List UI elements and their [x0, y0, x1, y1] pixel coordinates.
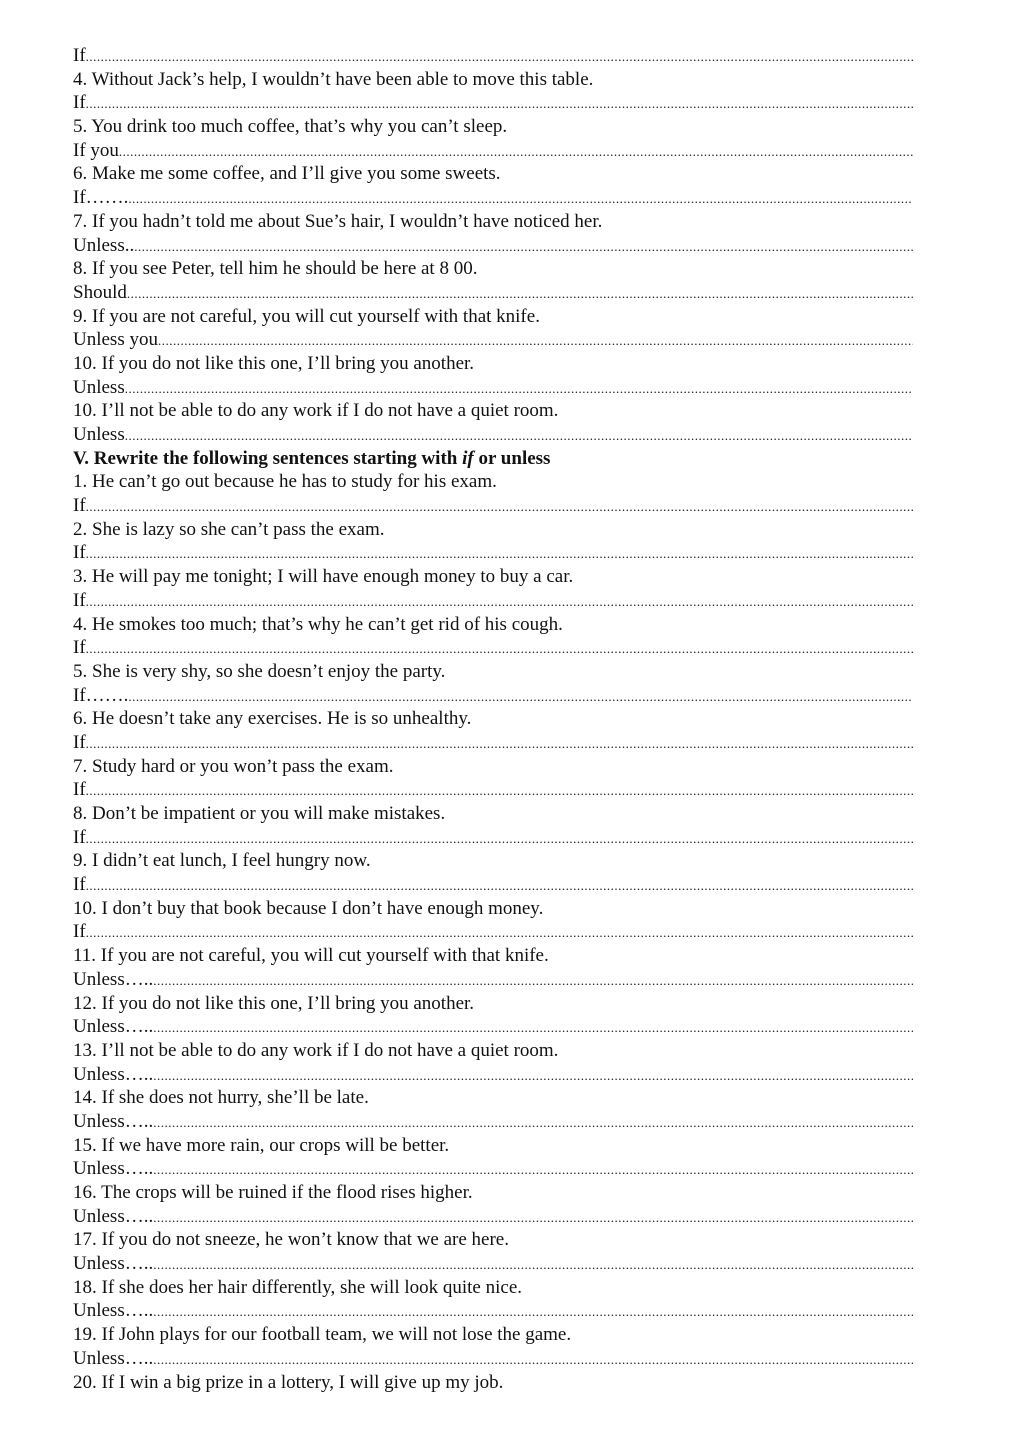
question: 12. If you do not like this one, I’ll bring you another.	[73, 992, 475, 1014]
answer-prefix: If	[73, 495, 86, 517]
answer-line	[73, 44, 913, 68]
question: 18. If she does her hair differently, she will look quite nice.	[73, 1276, 523, 1298]
question: 16. The crops will be ruined if the flood rises higher.	[73, 1182, 473, 1203]
answer-prefix: Should	[73, 281, 127, 303]
section-heading	[73, 447, 924, 471]
answer-line	[73, 1157, 913, 1181]
answer-prefix: Unless	[73, 424, 125, 445]
section-heading-pre: V. Rewrite the following sentences starting with	[73, 447, 463, 469]
answer-blank[interactable]	[128, 685, 913, 708]
question: 11. If you are not careful, you will cut yourself with that knife.	[73, 945, 549, 967]
answer-line	[73, 376, 913, 400]
answer-line	[73, 1063, 913, 1087]
answer-prefix: If…….	[73, 187, 129, 209]
question: 6. Make me some coffee, and I’ll give you some sweets.	[73, 163, 501, 185]
answer-blank[interactable]	[153, 1300, 913, 1323]
question: 8. Don’t be impatient or you will make mistakes.	[73, 803, 446, 824]
answer-prefix: If	[73, 731, 86, 753]
question: 17. If you do not sneeze, he won’t know that we are here.	[73, 1229, 509, 1251]
answer-blank[interactable]	[86, 542, 913, 565]
question: 10. I don’t buy that book because I don’t have enough money.	[73, 897, 544, 919]
answer-line	[73, 873, 913, 897]
answer-prefix: If you	[73, 139, 119, 161]
answer-prefix: Unless	[73, 376, 125, 398]
question: 3. He will pay me tonight; I will have enough money to buy a car.	[73, 566, 574, 588]
answer-prefix: If	[73, 542, 86, 564]
answer-line	[73, 1205, 913, 1229]
answer-prefix: Unless..	[73, 234, 135, 256]
answer-line	[73, 968, 913, 992]
question: 4. Without Jack’s help, I wouldn’t have been able to move this table.	[73, 68, 594, 90]
question: 5. She is very shy, so she doesn’t enjoy the party.	[73, 660, 446, 682]
answer-line	[73, 139, 913, 163]
question: 15. If we have more rain, our crops will be better.	[73, 1134, 450, 1156]
answer-blank[interactable]	[153, 1348, 913, 1371]
answer-line	[73, 826, 913, 850]
answer-prefix: If	[73, 92, 86, 114]
question: 19. If John plays for our football team, we will not lose the game.	[73, 1324, 572, 1346]
answer-prefix: Unless…..	[73, 1016, 154, 1038]
answer-prefix: Unless you	[73, 329, 158, 351]
question: 14. If she does not hurry, she’ll be late.	[73, 1087, 369, 1109]
answer-line	[73, 636, 913, 660]
answer-line	[73, 1299, 913, 1323]
answer-prefix: Unless…..	[73, 1300, 154, 1322]
answer-blank[interactable]	[153, 1253, 913, 1276]
answer-line	[73, 328, 913, 352]
question: 4. He smokes too much; that’s why he can’t get rid of his cough.	[73, 613, 563, 635]
answer-blank[interactable]	[86, 921, 913, 944]
answer-prefix: Unless…..	[73, 1158, 154, 1180]
answer-prefix: If…….	[73, 684, 129, 706]
answer-blank[interactable]	[86, 637, 913, 660]
answer-blank[interactable]	[86, 495, 913, 518]
answer-prefix: Unless…..	[73, 1063, 154, 1085]
question: 13. I’ll not be able to do any work if I do not have a quiet room.	[73, 1039, 559, 1061]
answer-blank[interactable]	[119, 140, 913, 163]
answer-prefix: Unless…..	[73, 1347, 154, 1369]
question: 8. If you see Peter, tell him he should be here at 8 00.	[73, 258, 478, 280]
answer-prefix: If	[73, 45, 86, 66]
question: 10. If you do not like this one, I’ll bring you another.	[73, 352, 475, 374]
answer-prefix: If	[73, 874, 86, 896]
answer-line	[73, 281, 913, 305]
question: 6. He doesn’t take any exercises. He is so unhealthy.	[73, 708, 472, 730]
answer-line	[73, 541, 913, 565]
answer-blank[interactable]	[86, 732, 913, 755]
answer-blank[interactable]	[127, 282, 913, 305]
section-heading-post: or unless	[473, 447, 551, 469]
answer-blank[interactable]	[86, 92, 913, 115]
answer-blank[interactable]	[158, 329, 913, 352]
answer-line	[73, 1347, 913, 1371]
answer-prefix: If	[73, 921, 86, 943]
question: 5. You drink too much coffee, that’s why you can’t sleep.	[73, 116, 508, 138]
question: 20. If I win a big prize in a lottery, I will give up my job.	[73, 1371, 504, 1393]
section-heading-if: if	[462, 447, 474, 469]
answer-prefix: If	[73, 826, 86, 848]
answer-line	[73, 1110, 913, 1134]
answer-blank[interactable]	[86, 779, 913, 802]
answer-line	[73, 731, 913, 755]
answer-blank[interactable]	[153, 1016, 913, 1039]
answer-line	[73, 1252, 913, 1276]
answer-blank[interactable]	[153, 1111, 913, 1134]
answer-blank[interactable]	[153, 1206, 913, 1229]
answer-blank[interactable]	[86, 45, 913, 68]
question: 7. Study hard or you won’t pass the exam.	[73, 755, 394, 777]
answer-prefix: Unless…..	[73, 968, 154, 990]
answer-prefix: If	[73, 779, 86, 801]
answer-blank[interactable]	[153, 1158, 913, 1181]
question: 10. I’ll not be able to do any work if I do not have a quiet room.	[73, 400, 559, 422]
answer-line	[73, 589, 913, 613]
answer-prefix: If	[73, 589, 86, 611]
answer-blank[interactable]	[86, 827, 913, 850]
answer-prefix: Unless…..	[73, 1253, 154, 1275]
answer-blank[interactable]	[86, 590, 913, 613]
question: 1. He can’t go out because he has to study for his exam.	[73, 471, 497, 493]
answer-line	[73, 684, 913, 708]
answer-blank[interactable]	[125, 424, 913, 447]
question: 9. If you are not careful, you will cut yourself with that knife.	[73, 305, 540, 327]
question: 9. I didn’t eat lunch, I feel hungry now.	[73, 850, 371, 872]
answer-blank[interactable]	[125, 377, 913, 400]
question: 2. She is lazy so she can’t pass the exam.	[73, 518, 385, 540]
answer-prefix: Unless…..	[73, 1205, 154, 1227]
answer-line	[73, 920, 913, 944]
answer-prefix: If	[73, 637, 86, 659]
answer-line	[73, 494, 913, 518]
answer-line	[73, 778, 913, 802]
answer-blank[interactable]	[128, 187, 913, 210]
answer-line	[73, 91, 913, 115]
answer-line	[73, 186, 913, 210]
answer-blank[interactable]	[86, 874, 913, 897]
answer-prefix: Unless…..	[73, 1110, 154, 1132]
answer-line	[73, 1015, 913, 1039]
answer-blank[interactable]	[153, 969, 913, 992]
answer-blank[interactable]	[134, 235, 913, 258]
answer-line	[73, 423, 913, 447]
answer-blank[interactable]	[153, 1064, 913, 1087]
answer-line	[73, 234, 913, 258]
question: 7. If you hadn’t told me about Sue’s hair, I wouldn’t have noticed her.	[73, 210, 603, 232]
